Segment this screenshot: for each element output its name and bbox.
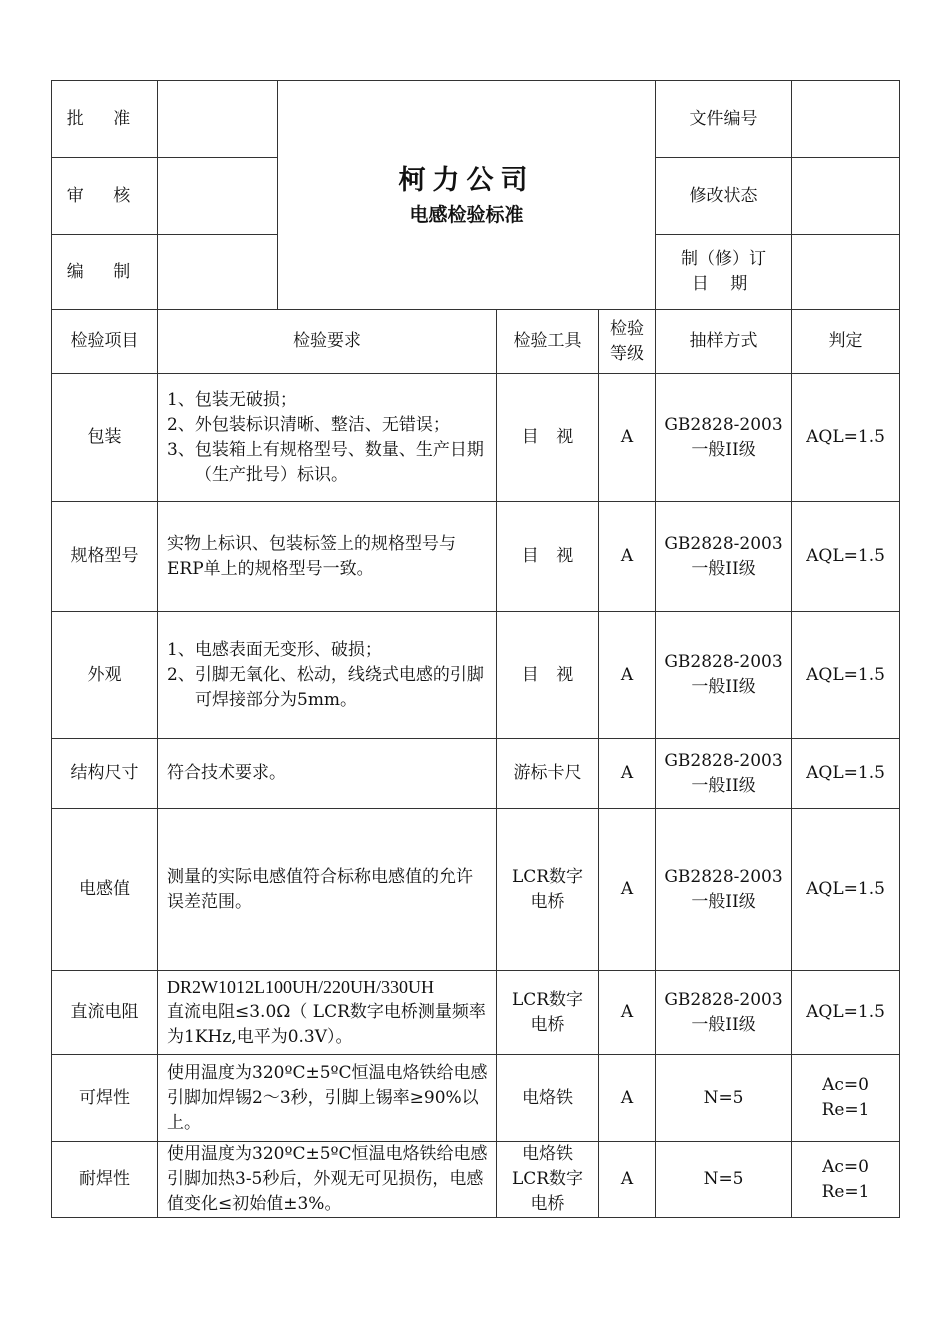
company-name: 柯力公司 xyxy=(398,165,535,196)
row-item: 结构尺寸 xyxy=(52,739,158,809)
judge-line: AQL=1.5 xyxy=(806,879,885,899)
row-tool xyxy=(497,809,599,971)
req-line: DR2W1012L100UH/220UH/330UH xyxy=(167,977,434,997)
review-value[interactable] xyxy=(158,158,278,235)
row-judge xyxy=(792,809,900,971)
judge-line: AQL=1.5 xyxy=(806,763,885,783)
row-level: A xyxy=(599,971,656,1055)
sampling-line: GB2828-2003 xyxy=(664,533,783,554)
row-tool xyxy=(497,502,599,612)
tool-line: 电烙铁 xyxy=(522,1144,573,1164)
judge-line: AQL=1.5 xyxy=(806,427,885,447)
sampling-line: 一般II级 xyxy=(691,439,756,460)
row-sampling xyxy=(656,971,792,1055)
row-level: A xyxy=(599,374,656,502)
judge-line: AQL=1.5 xyxy=(806,664,885,685)
row-requirement xyxy=(158,971,497,1055)
col-level xyxy=(599,310,656,374)
document-title: 电感检验标准 xyxy=(409,204,524,226)
col-level-line1: 检验 xyxy=(610,318,645,339)
row-requirement xyxy=(158,1142,497,1218)
tool-line: 游标卡尺 xyxy=(513,763,582,783)
judge-line: Ac=0 xyxy=(822,1075,869,1095)
row-judge xyxy=(792,739,900,809)
date-label-line2: 日 期 xyxy=(691,274,756,294)
sampling-line: GB2828-2003 xyxy=(664,414,783,435)
row-item: 包装 xyxy=(52,374,158,502)
table-row xyxy=(52,1142,900,1218)
date-value[interactable] xyxy=(792,235,900,310)
row-requirement xyxy=(158,374,497,502)
row-level: A xyxy=(599,1142,656,1218)
sampling-line: 一般II级 xyxy=(691,775,756,796)
table-row xyxy=(52,809,900,971)
inspection-standard-table xyxy=(51,80,900,1218)
rev-status-value[interactable] xyxy=(792,158,900,235)
tool-line: 电桥 xyxy=(530,1014,565,1035)
row-item: 外观 xyxy=(52,612,158,739)
row-item: 可焊性 xyxy=(52,1055,158,1142)
row-tool xyxy=(497,374,599,502)
table-row xyxy=(52,971,900,1055)
row-item: 电感值 xyxy=(52,809,158,971)
row-judge xyxy=(792,1142,900,1218)
row-sampling xyxy=(656,374,792,502)
sampling-line: 一般II级 xyxy=(691,891,756,912)
table-row xyxy=(52,612,900,739)
row-requirement xyxy=(158,1055,497,1142)
doc-no-value[interactable] xyxy=(792,81,900,158)
table-row xyxy=(52,739,900,809)
sampling-line: GB2828-2003 xyxy=(664,750,783,771)
sampling-line: 一般II级 xyxy=(691,1014,756,1035)
row-item: 规格型号 xyxy=(52,502,158,612)
col-sampling: 抽样方式 xyxy=(656,310,792,374)
row-level: A xyxy=(599,612,656,739)
col-item: 检验项目 xyxy=(52,310,158,374)
req-line: 使用温度为320ºC±5ºC恒温电烙铁给电感引脚加热3-5秒后，外观无可见损伤，电感值变化≤初始值±3%。 xyxy=(167,1144,488,1214)
sampling-line: GB2828-2003 xyxy=(664,652,783,672)
approve-value[interactable] xyxy=(158,81,278,158)
row-sampling xyxy=(656,1055,792,1142)
rev-status-label: 修改状态 xyxy=(656,158,792,235)
title-block xyxy=(278,81,656,310)
tool-line: 电桥 xyxy=(530,891,565,912)
approve-label: 批 准 xyxy=(52,81,158,158)
req-line: 使用温度为320ºC±5ºC恒温电烙铁给电感引脚加焊锡2～3秒，引脚上锡率≥90%以上。 xyxy=(167,1062,488,1133)
table-row xyxy=(52,502,900,612)
doc-no-label: 文件编号 xyxy=(656,81,792,158)
tool-line: LCR数字 xyxy=(511,1169,584,1189)
row-item: 直流电阻 xyxy=(52,971,158,1055)
review-label: 审 核 xyxy=(52,158,158,235)
row-judge xyxy=(792,1055,900,1142)
sampling-line: GB2828-2003 xyxy=(664,989,783,1010)
row-sampling xyxy=(656,1142,792,1218)
row-sampling xyxy=(656,809,792,971)
col-judge: 判定 xyxy=(792,310,900,374)
tool-line: LCR数字 xyxy=(511,866,584,887)
row-level: A xyxy=(599,809,656,971)
row-level: A xyxy=(599,502,656,612)
col-tool: 检验工具 xyxy=(497,310,599,374)
row-tool xyxy=(497,1055,599,1142)
req-line: 符合技术要求。 xyxy=(167,763,286,783)
row-tool xyxy=(497,1142,599,1218)
row-judge xyxy=(792,374,900,502)
row-sampling xyxy=(656,739,792,809)
judge-line: AQL=1.5 xyxy=(806,546,885,566)
sampling-line: N=5 xyxy=(703,1087,744,1108)
req-line: 测量的实际电感值符合标称电感值的允许误差范围。 xyxy=(167,866,473,912)
req-line: 2、外包装标识清晰、整洁、无错误； xyxy=(167,414,450,435)
sampling-line: 一般II级 xyxy=(691,558,756,579)
row-requirement xyxy=(158,502,497,612)
row-level: A xyxy=(599,1055,656,1142)
row-tool xyxy=(497,612,599,739)
row-requirement xyxy=(158,612,497,739)
tool-line: 电烙铁 xyxy=(522,1087,573,1108)
date-label-line1: 制（修）订 xyxy=(681,249,767,269)
sampling-line: N=5 xyxy=(703,1169,744,1189)
tool-line: 目 视 xyxy=(521,546,574,566)
req-line: 实物上标识、包装标签上的规格型号与ERP单上的规格型号一致。 xyxy=(167,533,456,579)
row-requirement xyxy=(158,739,497,809)
sampling-line: 一般II级 xyxy=(691,677,756,697)
row-requirement xyxy=(158,809,497,971)
row-item: 耐焊性 xyxy=(52,1142,158,1218)
judge-line: AQL=1.5 xyxy=(806,1002,885,1022)
tool-line: 目 视 xyxy=(521,427,574,447)
tool-line: 电桥 xyxy=(530,1194,565,1214)
judge-line: Re=1 xyxy=(821,1181,870,1202)
row-judge xyxy=(792,612,900,739)
row-tool xyxy=(497,971,599,1055)
compile-label: 编 制 xyxy=(52,235,158,310)
req-line: 2、引脚无氧化、松动，线绕式电感的引脚可焊接部分为5mm。 xyxy=(167,664,484,710)
tool-line: 目 视 xyxy=(521,664,574,685)
date-label xyxy=(656,235,792,310)
req-line: 1、包装无破损； xyxy=(167,389,297,410)
compile-value[interactable] xyxy=(158,235,278,310)
table-row xyxy=(52,374,900,502)
req-line: 直流电阻≤3.0Ω（ LCR数字电桥测量频率为1KHz,电平为0.3V）。 xyxy=(167,1002,486,1047)
judge-line: Re=1 xyxy=(821,1100,870,1120)
table-row xyxy=(52,1055,900,1142)
col-requirement: 检验要求 xyxy=(158,310,497,374)
row-sampling xyxy=(656,612,792,739)
col-level-line2: 等级 xyxy=(610,343,645,364)
sampling-line: GB2828-2003 xyxy=(664,866,783,887)
row-tool xyxy=(497,739,599,809)
req-line: 3、包装箱上有规格型号、数量、生产日期（生产批号）标识。 xyxy=(167,439,484,485)
row-judge xyxy=(792,971,900,1055)
req-line: 1、电感表面无变形、破损； xyxy=(167,639,382,660)
row-level: A xyxy=(599,739,656,809)
row-sampling xyxy=(656,502,792,612)
tool-line: LCR数字 xyxy=(511,989,584,1010)
row-judge xyxy=(792,502,900,612)
judge-line: Ac=0 xyxy=(822,1156,869,1177)
